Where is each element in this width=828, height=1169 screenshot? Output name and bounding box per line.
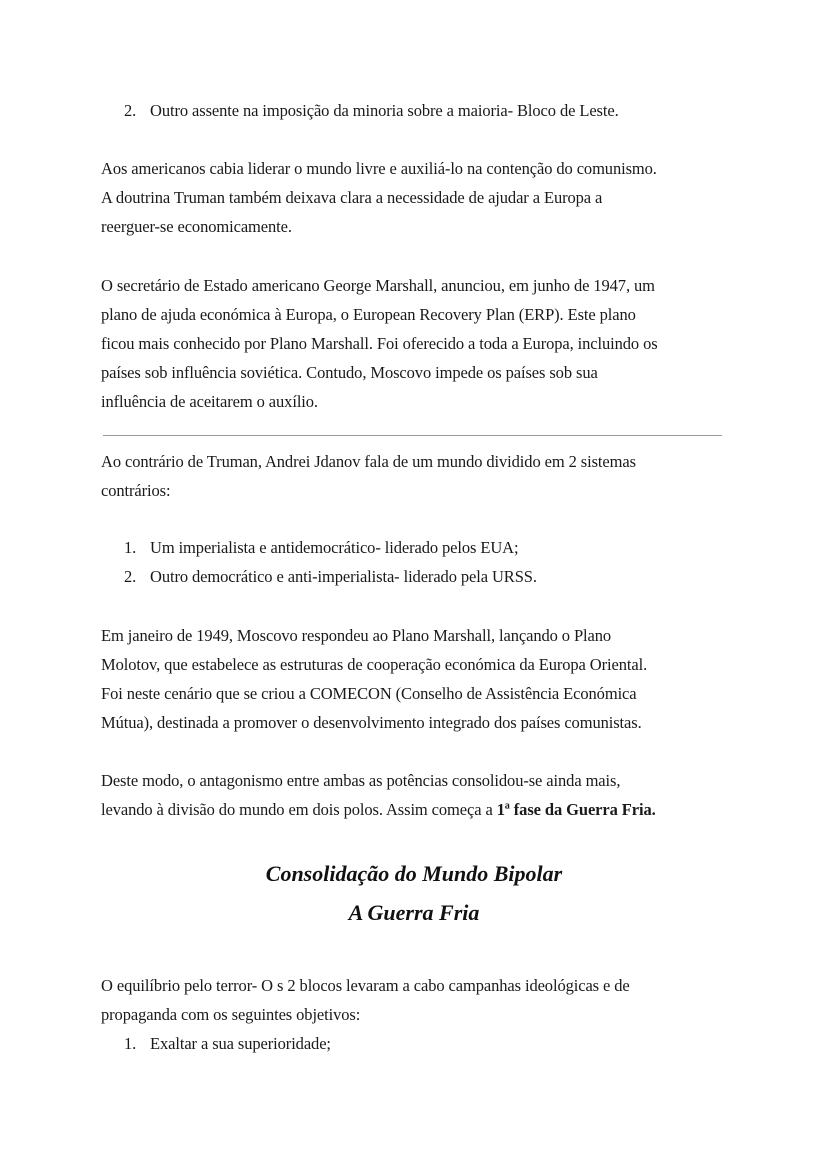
paragraph-text: levando à divisão do mundo em dois polos. Assim começa a <box>101 800 497 819</box>
paragraph-line: Ao contrário de Truman, Andrei Jdanov fala de um mundo dividido em 2 sistemas <box>101 452 636 471</box>
emphasis-text: 1ª fase da Guerra Fria. <box>496 800 656 819</box>
paragraph-line: Deste modo, o antagonismo entre ambas as potências consolidou-se ainda mais, <box>101 771 621 790</box>
paragraph-line: propaganda com os seguintes objetivos: <box>101 1005 361 1024</box>
section-subtitle: A Guerra Fria <box>348 900 480 925</box>
list-number: 2. <box>124 567 137 586</box>
paragraph-line: países sob influência soviética. Contudo, Moscovo impede os países sob sua <box>101 363 598 382</box>
paragraph-line: Em janeiro de 1949, Moscovo respondeu ao Plano Marshall, lançando o Plano <box>101 626 612 645</box>
list-number: 1. <box>124 538 137 557</box>
paragraph-line: ficou mais conhecido por Plano Marshall. Foi oferecido a toda a Europa, incluindo os <box>101 334 658 353</box>
list-text: Outro assente na imposição da minoria sobre a maioria- Bloco de Leste. <box>150 101 619 120</box>
list-text: Exaltar a sua superioridade; <box>150 1034 331 1053</box>
horizontal-rule <box>103 435 722 436</box>
paragraph-line: Aos americanos cabia liderar o mundo livre e auxiliá-lo na contenção do comunismo. <box>101 159 657 178</box>
list-text: Um imperialista e antidemocrático- liderado pelos EUA; <box>150 538 519 557</box>
paragraph-line: Molotov, que estabelece as estruturas de cooperação económica da Europa Oriental. <box>101 655 648 674</box>
list-text: Outro democrático e anti-imperialista- liderado pela URSS. <box>150 567 537 586</box>
paragraph-line: Foi neste cenário que se criou a COMECON (Conselho de Assistência Económica <box>101 684 637 703</box>
paragraph-line: plano de ajuda económica à Europa, o European Recovery Plan (ERP). Este plano <box>101 305 636 324</box>
list-number: 2. <box>124 101 137 120</box>
paragraph-line: Mútua), destinada a promover o desenvolvimento integrado dos países comunistas. <box>101 713 642 732</box>
paragraph-line: influência de aceitarem o auxílio. <box>101 392 318 411</box>
paragraph-line: reerguer-se economicamente. <box>101 217 292 236</box>
section-title: Consolidação do Mundo Bipolar <box>265 861 563 886</box>
paragraph-line <box>101 800 656 820</box>
paragraph-line: O secretário de Estado americano George Marshall, anunciou, em junho de 1947, um <box>101 276 655 295</box>
list-number: 1. <box>124 1034 137 1053</box>
paragraph-line: O equilíbrio pelo terror- O s 2 blocos levaram a cabo campanhas ideológicas e de <box>101 976 630 995</box>
paragraph-line: contrários: <box>101 481 171 500</box>
paragraph-line: A doutrina Truman também deixava clara a necessidade de ajudar a Europa a <box>101 188 603 207</box>
